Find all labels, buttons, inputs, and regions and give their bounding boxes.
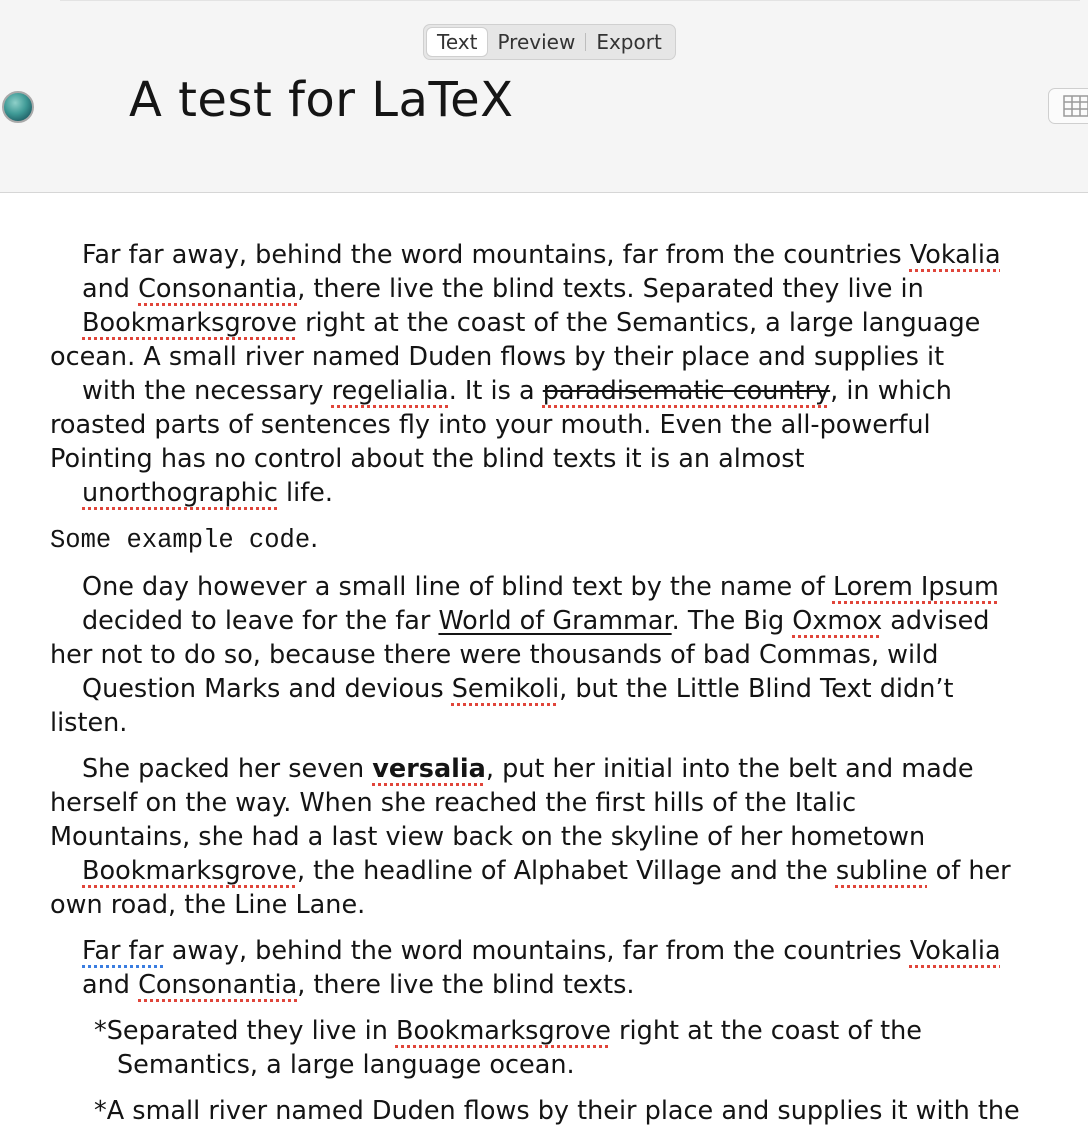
editor-header xyxy=(0,0,1088,193)
text-line: She packed her seven versalia, put her initial into the belt and made xyxy=(82,754,974,784)
text-line: herself on the way. When she reached the first hills of the Italic xyxy=(50,788,857,818)
text-line: Bookmarksgrove right at the coast of the Semantics, a large language xyxy=(82,308,981,338)
misspelled-word[interactable]: Bookmarksgrove xyxy=(82,856,297,886)
document-title[interactable]: A test for LaTeX xyxy=(129,72,514,128)
view-mode-switcher[interactable] xyxy=(423,24,676,60)
text-line: with the necessary regelialia. It is a paradisematic country, in which xyxy=(82,376,952,406)
text-line: roasted parts of sentences fly into your mouth. Even the all-powerful xyxy=(50,410,931,440)
text-line: *Separated they live in Bookmarksgrove right at the coast of the xyxy=(94,1016,922,1046)
tab-export[interactable]: Export xyxy=(596,30,662,54)
text-line: listen. xyxy=(50,708,128,738)
text-line: Far far away, behind the word mountains, far from the countries Vokalia xyxy=(82,240,1001,270)
misspelled-word[interactable]: Consonantia xyxy=(138,274,298,304)
document-body[interactable] xyxy=(50,238,1080,1140)
paragraph-1 xyxy=(50,238,1080,510)
misspelled-word[interactable]: Bookmarksgrove xyxy=(395,1016,611,1046)
misspelled-word[interactable]: unorthographic xyxy=(82,478,278,508)
text-line: and Consonantia, there live the blind texts. xyxy=(82,970,635,1000)
paragraph-3 xyxy=(50,752,1080,922)
text-line: *A small river named Duden flows by their place and supplies it with the xyxy=(94,1096,1020,1126)
text-line: and Consonantia, there live the blind texts. Separated they live in xyxy=(82,274,924,304)
paragraph-4 xyxy=(50,934,1080,1002)
code-line: Some example code. xyxy=(50,524,319,555)
misspelled-word[interactable]: Semikoli xyxy=(451,674,560,704)
text-line: ocean. A small river named Duden flows by their place and supplies it xyxy=(50,342,945,372)
text-line: Question Marks and devious Semikoli, but the Little Blind Text didn’t xyxy=(82,674,954,704)
window-top-border xyxy=(60,0,1080,1)
misspelled-word[interactable]: Oxmox xyxy=(792,606,883,636)
misspelled-word[interactable]: Vokalia xyxy=(909,240,1001,270)
misspelled-word[interactable]: regelialia xyxy=(331,376,449,406)
misspelled-word[interactable]: Vokalia xyxy=(909,936,1001,966)
text-line: Semantics, a large language ocean. xyxy=(117,1050,575,1080)
strikethrough-text xyxy=(543,376,830,406)
list-item xyxy=(50,1094,1080,1128)
misspelled-word[interactable]: paradisematic country xyxy=(542,376,831,406)
paragraph-2 xyxy=(50,570,1080,740)
text-line: unorthographic life. xyxy=(82,478,333,508)
underlined-link[interactable]: World of Grammar xyxy=(438,606,672,636)
text-line: Pointing has no control about the blind texts it is an almost xyxy=(50,444,805,474)
tab-preview[interactable]: Preview xyxy=(497,30,576,54)
text-line: Bookmarksgrove, the headline of Alphabet Village and the subline of her xyxy=(82,856,1011,886)
text-line: Mountains, she had a last view back on the skyline of her hometown xyxy=(50,822,926,852)
text-line: Far far away, behind the word mountains, far from the countries Vokalia xyxy=(82,936,1001,966)
misspelled-word[interactable]: subline xyxy=(835,856,928,886)
text-line: own road, the Line Lane. xyxy=(50,890,366,920)
table-icon xyxy=(1063,95,1088,117)
misspelled-word[interactable]: Consonantia xyxy=(138,970,298,1000)
table-button[interactable] xyxy=(1048,88,1088,124)
tab-text[interactable]: Text xyxy=(427,28,487,56)
text-line: decided to leave for the far World of Grammar. The Big Oxmox advised xyxy=(82,606,990,636)
misspelled-word[interactable]: versalia xyxy=(372,754,486,784)
grammar-flagged-text[interactable]: Far far xyxy=(82,936,164,966)
misspelled-word[interactable]: Bookmarksgrove xyxy=(82,308,297,338)
text-line: her not to do so, because there were thousands of bad Commas, wild xyxy=(50,640,939,670)
text-line: One day however a small line of blind text by the name of Lorem Ipsum xyxy=(82,572,999,602)
misspelled-word[interactable]: Lorem Ipsum xyxy=(832,572,999,602)
status-orb-icon[interactable] xyxy=(2,91,34,123)
list-item xyxy=(50,1014,1080,1082)
